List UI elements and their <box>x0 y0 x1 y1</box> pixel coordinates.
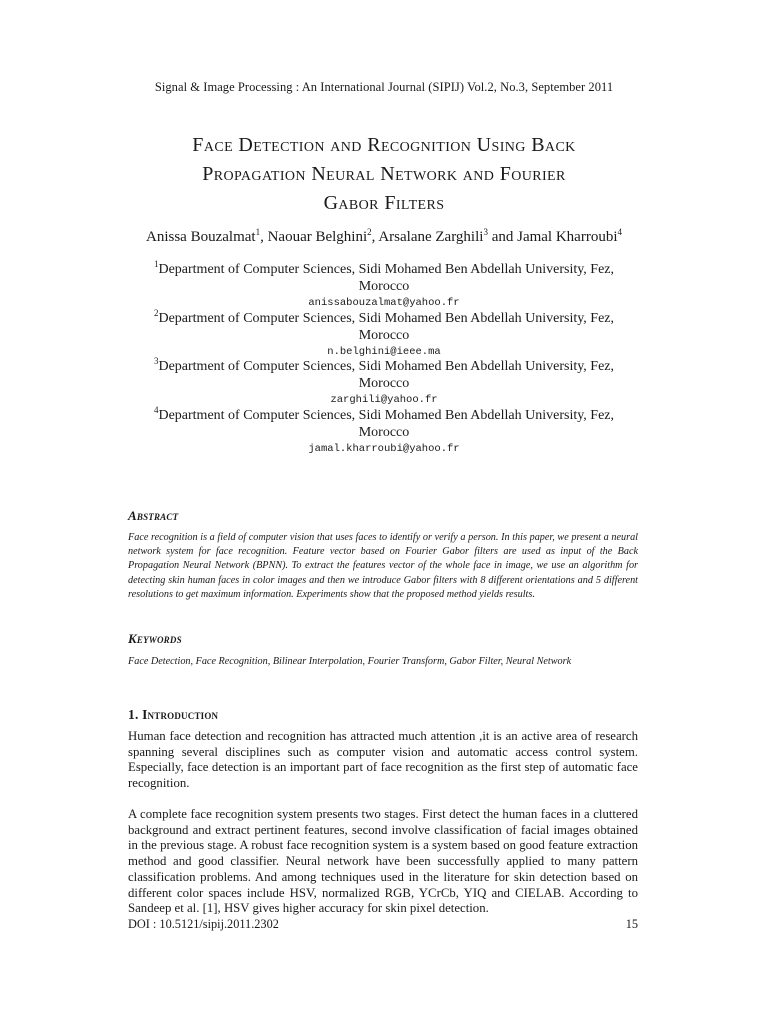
body-paragraph: Human face detection and recognition has attracted much attention ,it is an active area of research spanning several disciplines such as computer vision and automatic access control system. Especially, face detection is an important part of face recognition as the first step of automatic face recognition. <box>128 729 638 791</box>
title-line: Propagation Neural Network and Fourier <box>202 163 566 185</box>
author-email: n.belghini@ieee.ma <box>327 346 441 358</box>
author-separator: , <box>260 229 268 245</box>
author-list <box>0 229 768 246</box>
affiliation-line: Department of Computer Sciences, Sidi Mohamed Ben Abdellah University, Fez, <box>158 408 615 423</box>
affiliation-country: Morocco <box>358 424 410 440</box>
affiliation <box>130 308 638 359</box>
author-affiliation-mark: 4 <box>617 227 622 237</box>
abstract-text: Face recognition is a field of computer vision that uses faces to identify or verify a person. In this paper, we present a neural network system for face recognition. Feature vector based on Fourier Gabor filters are used as input of the Back Propagation Neural Network (BPNN). To extract the features vector of the whole face in image, we use an algorithm for detecting skin human faces in color images and then we introduce Gabor filters with 8 different orientations and 5 different resolutions to get maximum information. Experiments show that the proposed method yields results. <box>128 532 638 600</box>
affiliation-line: Department of Computer Sciences, Sidi Mohamed Ben Abdellah University, Fez, <box>158 359 615 374</box>
affiliation-line: Department of Computer Sciences, Sidi Mohamed Ben Abdellah University, Fez, <box>158 311 615 326</box>
author-name: Anissa Bouzalmat <box>146 229 256 245</box>
affiliation-mark: 3 <box>153 356 159 366</box>
author-affiliation-mark: 3 <box>483 227 488 237</box>
keywords-text: Face Detection, Face Recognition, Bilinear Interpolation, Fourier Transform, Gabor Filter, Neural Network <box>128 656 572 667</box>
running-header: Signal & Image Processing : An International Journal (SIPIJ) Vol.2, No.3, September 2011 <box>154 80 614 94</box>
doi-text: DOI : 10.5121/sipij.2011.2302 <box>128 917 279 931</box>
introduction-heading: 1. Introduction <box>128 707 219 722</box>
affiliation <box>130 356 638 407</box>
affiliation-mark: 1 <box>153 259 159 269</box>
page-number: 15 <box>625 917 638 931</box>
author-email: jamal.kharroubi@yahoo.fr <box>308 443 460 455</box>
abstract-heading: Abstract <box>128 508 179 523</box>
affiliation <box>130 259 638 310</box>
keywords-heading: Keywords <box>128 631 182 646</box>
author-name: Naouar Belghini <box>267 229 368 245</box>
title-line: Gabor Filters <box>323 192 445 214</box>
affiliation-country: Morocco <box>358 278 410 294</box>
page-footer <box>128 917 638 932</box>
affiliation <box>130 405 638 456</box>
body-paragraph: A complete face recognition system presents two stages. First detect the human faces in a cluttered background and extract pertinent features, second involve classification of facial images obtained in the previous stage. A robust face recognition system is a system based on good feature extraction method and good classifier. Neural network have been successfully applied to many pattern classification problems. And among techniques used in the literature for skin detection based on different color spaces include HSV, normalized RGB, YCrCb, YIQ and CIELAB. According to Sandeep et al. [1], HSV gives higher accuracy for skin pixel detection. <box>128 807 638 916</box>
author-separator: , <box>371 229 379 245</box>
author-name: Arsalane Zarghili <box>378 229 484 245</box>
author-email: zarghili@yahoo.fr <box>330 394 438 406</box>
paper-title <box>60 131 708 218</box>
title-line: Face Detection and Recognition Using Back <box>192 134 576 156</box>
affiliation-line: Department of Computer Sciences, Sidi Mohamed Ben Abdellah University, Fez, <box>158 262 615 277</box>
author-affiliation-mark: 1 <box>255 227 261 237</box>
author-affiliation-mark: 2 <box>367 227 372 237</box>
affiliation-mark: 2 <box>153 308 159 318</box>
affiliation-mark: 4 <box>153 405 159 415</box>
affiliation-country: Morocco <box>358 327 410 343</box>
author-email: anissabouzalmat@yahoo.fr <box>308 297 460 309</box>
affiliation-country: Morocco <box>358 375 410 391</box>
author-name: Jamal Kharroubi <box>517 229 618 245</box>
author-separator: and <box>487 229 518 245</box>
